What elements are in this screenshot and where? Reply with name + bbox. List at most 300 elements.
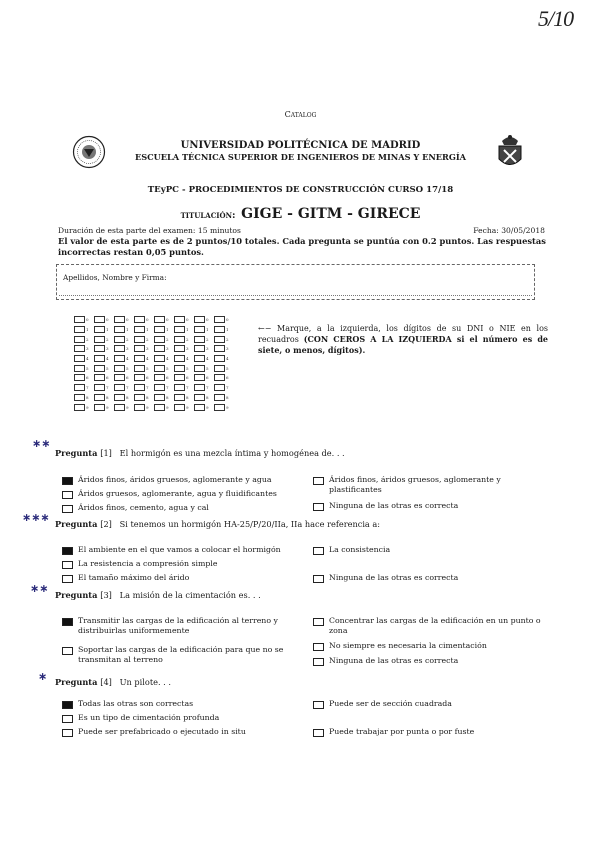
dni-digit-label: 2: [226, 336, 229, 342]
checkbox-box[interactable]: [94, 316, 105, 323]
dni-digit-checkbox[interactable]: [154, 363, 174, 373]
dni-digit-checkbox[interactable]: [214, 402, 234, 412]
dni-digit-checkbox[interactable]: [214, 315, 234, 325]
checkbox-box[interactable]: [154, 404, 165, 411]
checkbox-box[interactable]: [114, 404, 125, 411]
answer-checkbox[interactable]: [313, 547, 324, 555]
answer-text: No siempre es necesaria la cimentación: [329, 641, 487, 650]
checkbox-box[interactable]: [214, 336, 225, 343]
dni-digit-checkbox[interactable]: [214, 383, 234, 393]
answer-option[interactable]: [62, 699, 302, 709]
answer-option[interactable]: [62, 559, 302, 569]
dni-digit-label: 1: [166, 327, 169, 333]
checkbox-box[interactable]: [114, 365, 125, 372]
checkbox-box[interactable]: [214, 316, 225, 323]
dni-digit-label: 0: [186, 317, 189, 323]
checkbox-box[interactable]: [154, 326, 165, 333]
checkbox-box[interactable]: [214, 355, 225, 362]
dni-digit-checkbox[interactable]: [134, 325, 154, 335]
checkbox-box[interactable]: [174, 355, 185, 362]
dni-digit-checkbox[interactable]: [74, 325, 94, 335]
answer-checkbox[interactable]: [313, 618, 324, 626]
checkbox-box[interactable]: [134, 394, 145, 401]
signature-line: [59, 295, 532, 296]
answer-checkbox-marked[interactable]: [62, 701, 73, 709]
answer-checkbox[interactable]: [62, 561, 73, 569]
dni-digit-label: 0: [126, 317, 129, 323]
checkbox-box[interactable]: [114, 336, 125, 343]
answer-option[interactable]: [62, 713, 302, 723]
dni-digit-checkbox[interactable]: [154, 344, 174, 354]
answer-option[interactable]: [62, 545, 302, 555]
answer-option[interactable]: [62, 573, 302, 583]
school-name: ESCUELA TÉCNICA SUPERIOR DE INGENIEROS DE MINAS Y ENERGÍA: [134, 152, 467, 162]
dni-digit-checkbox[interactable]: [174, 402, 194, 412]
dni-digit-checkbox[interactable]: [74, 363, 94, 373]
dni-digit-label: 7: [186, 385, 189, 391]
name-signature-label: Apellidos, Nombre y Firma:: [63, 273, 167, 282]
answer-text: Concentrar las cargas de la edificación en un punto o zona: [329, 616, 541, 635]
checkbox-box[interactable]: [114, 374, 125, 381]
dni-digit-checkbox[interactable]: [94, 344, 114, 354]
dni-digit-checkbox[interactable]: [174, 344, 194, 354]
answer-text: Soportar las cargas de la edificación para que no se transmitan al terreno: [78, 645, 284, 664]
dni-digit-label: 9: [226, 404, 229, 410]
checkbox-box[interactable]: [94, 384, 105, 391]
dni-digit-label: 1: [186, 327, 189, 333]
dni-digit-label: 8: [86, 394, 89, 400]
answer-option[interactable]: [62, 616, 302, 636]
dni-digit-checkbox[interactable]: [214, 325, 234, 335]
dni-digit-label: 9: [126, 404, 129, 410]
handwritten-marks: ∗: [38, 670, 48, 683]
checkbox-box[interactable]: [114, 355, 125, 362]
checkbox-box[interactable]: [214, 394, 225, 401]
dni-digit-checkbox[interactable]: [74, 334, 94, 344]
checkbox-box[interactable]: [194, 345, 205, 352]
answer-checkbox[interactable]: [313, 729, 324, 737]
answer-checkbox-marked[interactable]: [62, 618, 73, 626]
checkbox-box[interactable]: [94, 355, 105, 362]
answer-option[interactable]: [313, 501, 549, 511]
checkbox-box[interactable]: [154, 365, 165, 372]
dni-digit-checkbox[interactable]: [174, 393, 194, 403]
dni-digit-label: 5: [126, 365, 129, 371]
answer-option[interactable]: [313, 727, 549, 737]
answer-checkbox[interactable]: [62, 575, 73, 583]
dni-digit-checkbox[interactable]: [114, 373, 134, 383]
dni-digit-checkbox[interactable]: [114, 315, 134, 325]
dni-digit-checkbox[interactable]: [174, 354, 194, 364]
question-text: La misión de la cimentación es. . .: [119, 590, 261, 600]
dni-digit-checkbox[interactable]: [134, 363, 154, 373]
checkbox-box[interactable]: [214, 374, 225, 381]
dni-digit-checkbox[interactable]: [94, 373, 114, 383]
dni-digit-checkbox[interactable]: [214, 363, 234, 373]
checkbox-box[interactable]: [74, 316, 85, 323]
dni-digit-label: 4: [126, 356, 129, 362]
answer-option[interactable]: [62, 489, 302, 499]
dni-digit-checkbox[interactable]: [154, 373, 174, 383]
dni-digit-label: 1: [226, 327, 229, 333]
dni-digit-checkbox[interactable]: [194, 383, 214, 393]
exam-duration: Duración de esta parte del examen: 15 minutos: [58, 226, 241, 235]
checkbox-box[interactable]: [194, 394, 205, 401]
answer-checkbox[interactable]: [313, 503, 324, 511]
checkbox-box[interactable]: [94, 345, 105, 352]
dni-digit-checkbox[interactable]: [114, 334, 134, 344]
dni-digit-checkbox[interactable]: [114, 383, 134, 393]
checkbox-box[interactable]: [194, 404, 205, 411]
dni-digit-checkbox[interactable]: [74, 354, 94, 364]
dni-row: [74, 402, 234, 412]
answer-checkbox-marked[interactable]: [62, 547, 73, 555]
answer-text: Áridos finos, áridos gruesos, aglomerante y agua: [78, 475, 272, 484]
checkbox-box[interactable]: [194, 384, 205, 391]
checkbox-box[interactable]: [114, 384, 125, 391]
dni-digit-checkbox[interactable]: [194, 325, 214, 335]
answer-checkbox[interactable]: [62, 491, 73, 499]
dni-digit-label: 4: [166, 356, 169, 362]
dni-digit-checkbox[interactable]: [114, 393, 134, 403]
dni-digit-checkbox[interactable]: [134, 354, 154, 364]
checkbox-box[interactable]: [174, 345, 185, 352]
checkbox-box[interactable]: [194, 365, 205, 372]
answer-text: El ambiente en el que vamos a colocar el hormigón: [78, 545, 281, 554]
dni-digit-checkbox[interactable]: [114, 344, 134, 354]
checkbox-box[interactable]: [94, 336, 105, 343]
dni-digit-checkbox[interactable]: [74, 383, 94, 393]
dni-digit-label: 5: [206, 365, 209, 371]
checkbox-box[interactable]: [134, 404, 145, 411]
answer-checkbox-marked[interactable]: [62, 477, 73, 485]
checkbox-box[interactable]: [174, 404, 185, 411]
checkbox-box[interactable]: [94, 404, 105, 411]
question-text: El hormigón es una mezcla íntima y homogénea de. . .: [119, 448, 345, 458]
checkbox-box[interactable]: [174, 336, 185, 343]
dni-digit-checkbox[interactable]: [214, 334, 234, 344]
dni-digit-label: 3: [146, 346, 149, 352]
checkbox-box[interactable]: [74, 374, 85, 381]
checkbox-box[interactable]: [154, 355, 165, 362]
question-label: Pregunta: [55, 519, 101, 529]
dni-digit-label: 8: [166, 394, 169, 400]
checkbox-box[interactable]: [134, 384, 145, 391]
checkbox-box[interactable]: [214, 404, 225, 411]
checkbox-box[interactable]: [194, 336, 205, 343]
checkbox-box[interactable]: [134, 345, 145, 352]
handwritten-marks: ∗∗: [32, 437, 51, 450]
dni-hint-text: ←− Marque, a la izquierda, los dígitos de su DNI o NIE en los recuadros: [258, 324, 548, 344]
checkbox-box[interactable]: [174, 384, 185, 391]
answer-option[interactable]: [313, 699, 549, 709]
checkbox-box[interactable]: [94, 326, 105, 333]
checkbox-box[interactable]: [214, 365, 225, 372]
answer-option[interactable]: [62, 645, 302, 665]
dni-digit-checkbox[interactable]: [114, 363, 134, 373]
dni-digit-label: 7: [106, 385, 109, 391]
dni-digit-checkbox[interactable]: [134, 373, 154, 383]
dni-digit-label: 4: [186, 356, 189, 362]
dni-digit-checkbox[interactable]: [174, 325, 194, 335]
checkbox-box[interactable]: [114, 345, 125, 352]
question-number: [3]: [100, 590, 120, 600]
dni-digit-checkbox[interactable]: [154, 383, 174, 393]
handwritten-marks: ∗∗: [30, 582, 49, 595]
dni-digit-label: 3: [206, 346, 209, 352]
dni-digit-checkbox[interactable]: [174, 315, 194, 325]
answer-text: Ninguna de las otras es correcta: [329, 501, 459, 510]
dni-digit-label: 2: [146, 336, 149, 342]
dni-digit-checkbox[interactable]: [94, 315, 114, 325]
checkbox-box[interactable]: [74, 404, 85, 411]
answer-checkbox[interactable]: [62, 505, 73, 513]
dni-digit-checkbox[interactable]: [214, 354, 234, 364]
answer-checkbox[interactable]: [62, 715, 73, 723]
checkbox-box[interactable]: [114, 394, 125, 401]
dni-digit-label: 6: [106, 375, 109, 381]
answer-checkbox[interactable]: [62, 647, 73, 655]
dni-digit-checkbox[interactable]: [134, 383, 154, 393]
dni-digit-label: 8: [226, 394, 229, 400]
answer-checkbox[interactable]: [313, 701, 324, 709]
dni-digit-label: 9: [166, 404, 169, 410]
dni-digit-checkbox[interactable]: [214, 344, 234, 354]
dni-digit-label: 1: [86, 327, 89, 333]
dni-digit-label: 8: [186, 394, 189, 400]
checkbox-box[interactable]: [214, 345, 225, 352]
dni-digit-checkbox[interactable]: [194, 363, 214, 373]
checkbox-box[interactable]: [154, 316, 165, 323]
checkbox-box[interactable]: [154, 394, 165, 401]
dni-digit-label: 7: [166, 385, 169, 391]
dni-digit-label: 9: [86, 404, 89, 410]
dni-digit-label: 5: [186, 365, 189, 371]
checkbox-box[interactable]: [74, 336, 85, 343]
dni-digit-label: 1: [206, 327, 209, 333]
question-header: [55, 519, 380, 529]
question-text: Si tenemos un hormigón HA-25/P/20/IIa, IIa hace referencia a:: [119, 519, 381, 529]
question-number: [2]: [100, 519, 120, 529]
checkbox-box[interactable]: [74, 384, 85, 391]
checkbox-box[interactable]: [194, 326, 205, 333]
checkbox-box[interactable]: [134, 365, 145, 372]
dni-hint-bold: (CON CEROS A LA IZQUIERDA si el número es de siete, o menos, dígitos).: [258, 334, 549, 355]
answer-option[interactable]: [62, 475, 302, 485]
checkbox-box[interactable]: [214, 326, 225, 333]
answer-text: Todas las otras son correctas: [78, 699, 194, 708]
checkbox-box[interactable]: [74, 365, 85, 372]
question-number: [4]: [100, 677, 120, 687]
answer-option[interactable]: [313, 616, 549, 636]
checkbox-box[interactable]: [94, 365, 105, 372]
answer-text: Áridos finos, áridos gruesos, aglomerante y plastificantes: [329, 475, 501, 494]
answer-checkbox[interactable]: [313, 643, 324, 651]
dni-digit-label: 9: [146, 404, 149, 410]
answer-checkbox[interactable]: [313, 658, 324, 666]
dni-digit-checkbox[interactable]: [194, 315, 214, 325]
dni-row: [74, 383, 234, 393]
dni-digit-checkbox[interactable]: [134, 344, 154, 354]
dni-digit-label: 8: [146, 394, 149, 400]
dni-row: [74, 393, 234, 403]
dni-digit-checkbox[interactable]: [134, 315, 154, 325]
dni-digit-checkbox[interactable]: [194, 402, 214, 412]
dni-digit-checkbox[interactable]: [154, 315, 174, 325]
dni-digit-checkbox[interactable]: [154, 325, 174, 335]
checkbox-box[interactable]: [134, 355, 145, 362]
answer-text: La consistencia: [329, 545, 391, 554]
answer-text: Ninguna de las otras es correcta: [329, 656, 459, 665]
dni-row: [74, 325, 234, 335]
dni-digit-checkbox[interactable]: [134, 402, 154, 412]
dni-digit-grid[interactable]: [74, 315, 234, 412]
dni-digit-checkbox[interactable]: [94, 402, 114, 412]
checkbox-box[interactable]: [154, 374, 165, 381]
dni-digit-label: 8: [106, 394, 109, 400]
checkbox-box[interactable]: [74, 355, 85, 362]
answer-text: Transmitir las cargas de la edificación al terreno y distribuirlas uniformemente: [78, 616, 278, 635]
dni-digit-checkbox[interactable]: [74, 315, 94, 325]
dni-digit-checkbox[interactable]: [94, 393, 114, 403]
dni-digit-checkbox[interactable]: [174, 363, 194, 373]
checkbox-box[interactable]: [174, 365, 185, 372]
checkbox-box[interactable]: [214, 384, 225, 391]
answer-option[interactable]: [313, 656, 549, 666]
checkbox-box[interactable]: [174, 374, 185, 381]
checkbox-box[interactable]: [154, 345, 165, 352]
checkbox-box[interactable]: [114, 316, 125, 323]
dni-digit-checkbox[interactable]: [194, 344, 214, 354]
checkbox-box[interactable]: [94, 374, 105, 381]
dni-digit-checkbox[interactable]: [74, 402, 94, 412]
dni-row: [74, 373, 234, 383]
checkbox-box[interactable]: [194, 355, 205, 362]
scoring-notice: El valor de esta parte es de 2 puntos/10 totales. Cada pregunta se puntúa con 0.2 puntos. Las respuestas incorrectas restan 0,05 puntos.: [58, 236, 546, 257]
dni-digit-checkbox[interactable]: [154, 402, 174, 412]
dni-digit-label: 3: [106, 346, 109, 352]
dni-digit-checkbox[interactable]: [194, 334, 214, 344]
dni-digit-label: 1: [126, 327, 129, 333]
dni-digit-checkbox[interactable]: [214, 393, 234, 403]
checkbox-box[interactable]: [134, 336, 145, 343]
dni-digit-checkbox[interactable]: [74, 344, 94, 354]
dni-digit-checkbox[interactable]: [74, 393, 94, 403]
dni-digit-checkbox[interactable]: [194, 393, 214, 403]
dni-digit-checkbox[interactable]: [134, 334, 154, 344]
dni-digit-label: 2: [206, 336, 209, 342]
dni-row: [74, 344, 234, 354]
dni-digit-label: 6: [86, 375, 89, 381]
answer-text: Puede ser prefabricado o ejecutado in situ: [78, 727, 246, 736]
dni-digit-label: 8: [126, 394, 129, 400]
answer-option[interactable]: [62, 503, 302, 513]
dni-digit-checkbox[interactable]: [154, 393, 174, 403]
dni-digit-label: 3: [126, 346, 129, 352]
checkbox-box[interactable]: [154, 384, 165, 391]
answer-option[interactable]: [313, 545, 549, 555]
dni-row: [74, 315, 234, 325]
dni-digit-checkbox[interactable]: [94, 363, 114, 373]
dni-digit-checkbox[interactable]: [94, 325, 114, 335]
answer-text: La resistencia a compresión simple: [78, 559, 218, 568]
question-header: [55, 590, 261, 600]
dni-digit-checkbox[interactable]: [94, 334, 114, 344]
dni-digit-checkbox[interactable]: [94, 383, 114, 393]
answer-option[interactable]: [62, 727, 302, 737]
dni-digit-label: 0: [206, 317, 209, 323]
dni-digit-checkbox[interactable]: [174, 334, 194, 344]
name-signature-field[interactable]: [56, 264, 535, 300]
dni-digit-checkbox[interactable]: [154, 354, 174, 364]
dni-digit-label: 9: [106, 404, 109, 410]
checkbox-box[interactable]: [94, 394, 105, 401]
dni-digit-label: 5: [226, 365, 229, 371]
answer-option[interactable]: [313, 573, 549, 583]
dni-digit-label: 9: [186, 404, 189, 410]
answer-checkbox[interactable]: [313, 477, 324, 485]
university-name: UNIVERSIDAD POLITÉCNICA DE MADRID: [180, 140, 421, 151]
checkbox-box[interactable]: [134, 316, 145, 323]
dni-digit-checkbox[interactable]: [114, 325, 134, 335]
dni-digit-label: 7: [146, 385, 149, 391]
dni-instructions: [258, 323, 548, 356]
dni-digit-checkbox[interactable]: [214, 373, 234, 383]
checkbox-box[interactable]: [114, 326, 125, 333]
checkbox-box[interactable]: [74, 394, 85, 401]
answer-option[interactable]: [313, 475, 549, 495]
checkbox-box[interactable]: [134, 374, 145, 381]
checkbox-box[interactable]: [174, 394, 185, 401]
dni-digit-checkbox[interactable]: [94, 354, 114, 364]
dni-digit-label: 3: [226, 346, 229, 352]
dni-digit-checkbox[interactable]: [194, 373, 214, 383]
dni-digit-label: 4: [206, 356, 209, 362]
answer-text: Áridos gruesos, aglomerante, agua y fluidificantes: [78, 489, 277, 498]
checkbox-box[interactable]: [154, 336, 165, 343]
answer-text: Es un tipo de cimentación profunda: [78, 713, 220, 722]
dni-digit-label: 0: [166, 317, 169, 323]
dni-digit-checkbox[interactable]: [194, 354, 214, 364]
dni-row: [74, 354, 234, 364]
dni-digit-checkbox[interactable]: [174, 373, 194, 383]
answer-checkbox[interactable]: [313, 575, 324, 583]
degree-value: GIGE - GITM - GIRECE: [241, 206, 421, 222]
dni-digit-label: 4: [106, 356, 109, 362]
checkbox-box[interactable]: [74, 326, 85, 333]
checkbox-box[interactable]: [74, 345, 85, 352]
dni-digit-checkbox[interactable]: [114, 354, 134, 364]
dni-digit-checkbox[interactable]: [154, 334, 174, 344]
dni-digit-label: 2: [86, 336, 89, 342]
dni-digit-checkbox[interactable]: [134, 393, 154, 403]
dni-digit-checkbox[interactable]: [174, 383, 194, 393]
dni-digit-label: 7: [206, 385, 209, 391]
checkbox-box[interactable]: [134, 326, 145, 333]
dni-digit-label: 6: [186, 375, 189, 381]
checkbox-box[interactable]: [194, 316, 205, 323]
dni-digit-label: 2: [126, 336, 129, 342]
dni-digit-label: 4: [146, 356, 149, 362]
checkbox-box[interactable]: [194, 374, 205, 381]
checkbox-box[interactable]: [174, 316, 185, 323]
answer-text: El tamaño máximo del árido: [78, 573, 190, 582]
answer-option[interactable]: [313, 641, 549, 651]
dni-digit-checkbox[interactable]: [114, 402, 134, 412]
checkbox-box[interactable]: [174, 326, 185, 333]
answer-checkbox[interactable]: [62, 729, 73, 737]
dni-digit-checkbox[interactable]: [74, 373, 94, 383]
